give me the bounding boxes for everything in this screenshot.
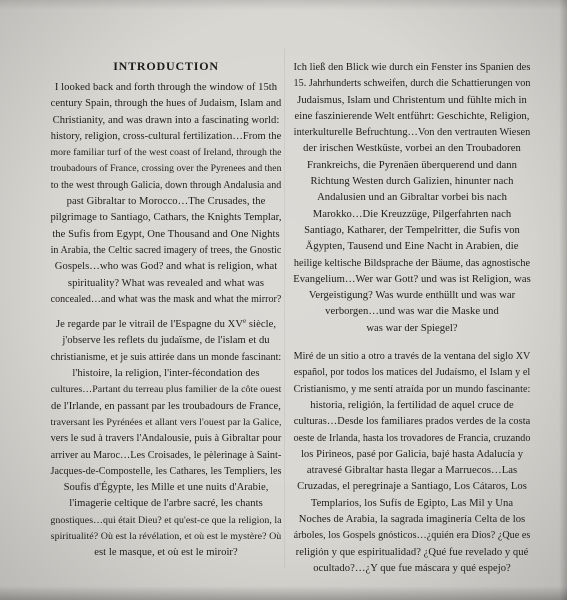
french-line: christianisme, et je suis attirée dans un monde fascinant:	[50, 351, 282, 363]
spanish-line: Miré de un sitio a otro a través de la ventana del siglo XV	[293, 351, 531, 363]
german-line: Santiago, Katharer, der Tempelritter, die Sufis von	[304, 224, 520, 236]
spanish-paragraph	[293, 349, 531, 577]
introduction-heading: INTRODUCTION	[113, 59, 219, 73]
english-line: Gospels…who was God? and what is religion, what	[54, 261, 278, 273]
spanish-line: atravesé Gibraltar hasta llegar a Marruecos…Las	[306, 465, 518, 477]
german-line: Andalusien und an Gibraltar vorbei bis nach	[317, 192, 507, 204]
spanish-line: Noches de Arabia, la sagrada imaginería Celta de los	[298, 514, 526, 526]
german-line: Ägypten, Tausend und Eine Nacht in Arabien, die	[305, 241, 519, 253]
german-line: Frankreichs, die Pyrenäen überquerend und dann	[307, 159, 517, 171]
german-line: heilige keltische Bildsprache der Bäume, das agnostische	[293, 257, 531, 269]
page-edge-shadow-top	[0, 0, 567, 10]
spanish-line: Cruzadas, el peregrinaje a Santiago, Los Cátaros, Los	[297, 481, 527, 493]
french-line: vers le sud à travers l'Andalousie, puis à Gibraltar pour	[50, 433, 282, 445]
french-line: Jacques-de-Compostelle, les Cathares, les Templiers, les	[50, 465, 282, 477]
french-paragraph	[50, 317, 282, 561]
german-line: interkulturelle Befruchtung…Von den vertrauten Wiesen	[293, 127, 531, 139]
french-line-first	[50, 317, 282, 333]
french-line: spiritualité? Où est la révélation, et où est le mystère? Où	[50, 531, 282, 543]
french-line: traversant les Pyrénées et allant vers l'ouest par la Galice,	[50, 416, 282, 428]
right-column	[293, 60, 531, 586]
german-line: Evangelium…Wer war Gott? und was ist Religion, was	[293, 273, 531, 285]
english-line: the Sufis from Egypt, One Thousand and One Nights	[52, 228, 280, 240]
english-line: past Gibraltar to Morocco…The Crusades, the	[66, 196, 266, 208]
english-line: troubadours of France, crossing over the Pyrenees and then	[50, 163, 282, 175]
german-line: Vergeistigung? Was wurde enthüllt und was war	[308, 290, 516, 302]
english-paragraph	[50, 80, 282, 308]
spanish-line: árboles, los Gospels gnósticos…¿quién era Dios? ¿Que es	[293, 530, 531, 542]
german-line: verborgen…und was war die Maske und	[325, 306, 499, 318]
german-line: was war der Spiegel?	[366, 322, 458, 334]
english-line: in Arabia, the Celtic sacred imagery of trees, the Gnostic	[50, 244, 282, 256]
column-gutter	[284, 48, 285, 568]
french-line: Soufis d'Égypte, les Mille et une nuits d'Arabie,	[63, 482, 269, 494]
french-line: j'observe les reflets du judaïsme, de l'islam et du	[62, 335, 270, 347]
english-line: spirituality? What was revealed and what was	[67, 277, 265, 289]
german-line: Ich ließ den Blick wie durch ein Fenster ins Spanien des	[293, 62, 531, 73]
spanish-line: los Pirineos, pasé por Galicia, bajé hasta Adalucía y	[300, 448, 524, 460]
spanish-line: Cristianismo, y me sentí atraída por un mundo fascinante:	[293, 383, 531, 395]
french-line: de l'Irlande, en passant par les troubadours de France,	[51, 400, 281, 412]
left-column	[50, 58, 282, 571]
english-line: to the west through Galicia, down through Andalusia and	[50, 179, 282, 191]
french-line: est le masque, et où est le miroir?	[94, 547, 238, 559]
french-line: gnostiques…qui était Dieu? et qu'est-ce que la religion, la	[50, 514, 282, 526]
german-line: 15. Jahrhunderts schweifen, durch die Schattierungen von	[293, 78, 531, 90]
spanish-line: culturas…Desde los familiares prados verdes de la costa	[293, 416, 531, 428]
german-line: Richtung Westen durch Galizien, hinunter nach	[310, 176, 514, 188]
english-line: century Spain, through the hues of Judaism, Islam and	[50, 98, 282, 110]
french-line: l'imagerie celtique de l'arbre sacré, les chants	[69, 498, 263, 510]
spanish-line: español, por todos los matices del Judaísmo, el Islam y el	[293, 367, 531, 379]
spanish-line: religión y que espiritualidad? ¿Qué fue revelado y qué	[295, 546, 529, 558]
german-paragraph	[293, 60, 531, 337]
english-line: history, religion, cross-cultural fertilization…From the	[50, 130, 282, 142]
french-line: l'histoire, la religion, l'inter-fécondation des	[72, 368, 260, 380]
german-line: der irischen Westküste, vorbei an den Troubadoren	[303, 143, 521, 155]
english-line: more familiar turf of the west coast of Ireland, through the	[50, 147, 282, 159]
spanish-line: oeste de Irlanda, hasta los trovadores de Francia, cruzando	[293, 432, 531, 444]
german-line: Marokko…Die Kreuzzüge, Pilgerfahrten nach	[312, 208, 512, 220]
english-line: pilgrimage to Santiago, Cathars, the Knights Templar,	[50, 212, 282, 224]
page-edge-shadow-right	[559, 0, 567, 600]
english-line: I looked back and forth through the window of 15th	[54, 82, 278, 93]
french-line: cultures…Partant du terreau plus familier de la côte ouest	[50, 384, 282, 396]
spanish-line: ocultado?…¿Y que fue máscara y qué espejo?	[313, 562, 511, 574]
century-superscript: e	[243, 317, 247, 326]
french-line-first-text: Je regarde par le vitrail de l'Espagne du XV	[55, 319, 244, 331]
spanish-line: Templarios, los Sufís de Egipto, Las Mil y Una	[310, 497, 514, 509]
english-line: concealed…and what was the mask and what the mirror?	[50, 293, 282, 305]
german-line: eine faszinierende Welt entführt: Geschichte, Religion,	[294, 110, 530, 122]
spanish-line: historia, religión, la fertilidad de aquel cruce de	[310, 399, 514, 411]
french-line: arriver au Maroc…Les Croisades, le pèlerinage à Saint-	[50, 449, 282, 461]
german-line: Judaismus, Islam und Christentum und fühlte mich in	[297, 94, 527, 106]
english-line: Christianity, and was drawn into a fascinating world:	[52, 114, 280, 126]
french-line-first-tail: siècle,	[246, 319, 277, 331]
page-edge-shadow-bottom	[0, 586, 567, 600]
